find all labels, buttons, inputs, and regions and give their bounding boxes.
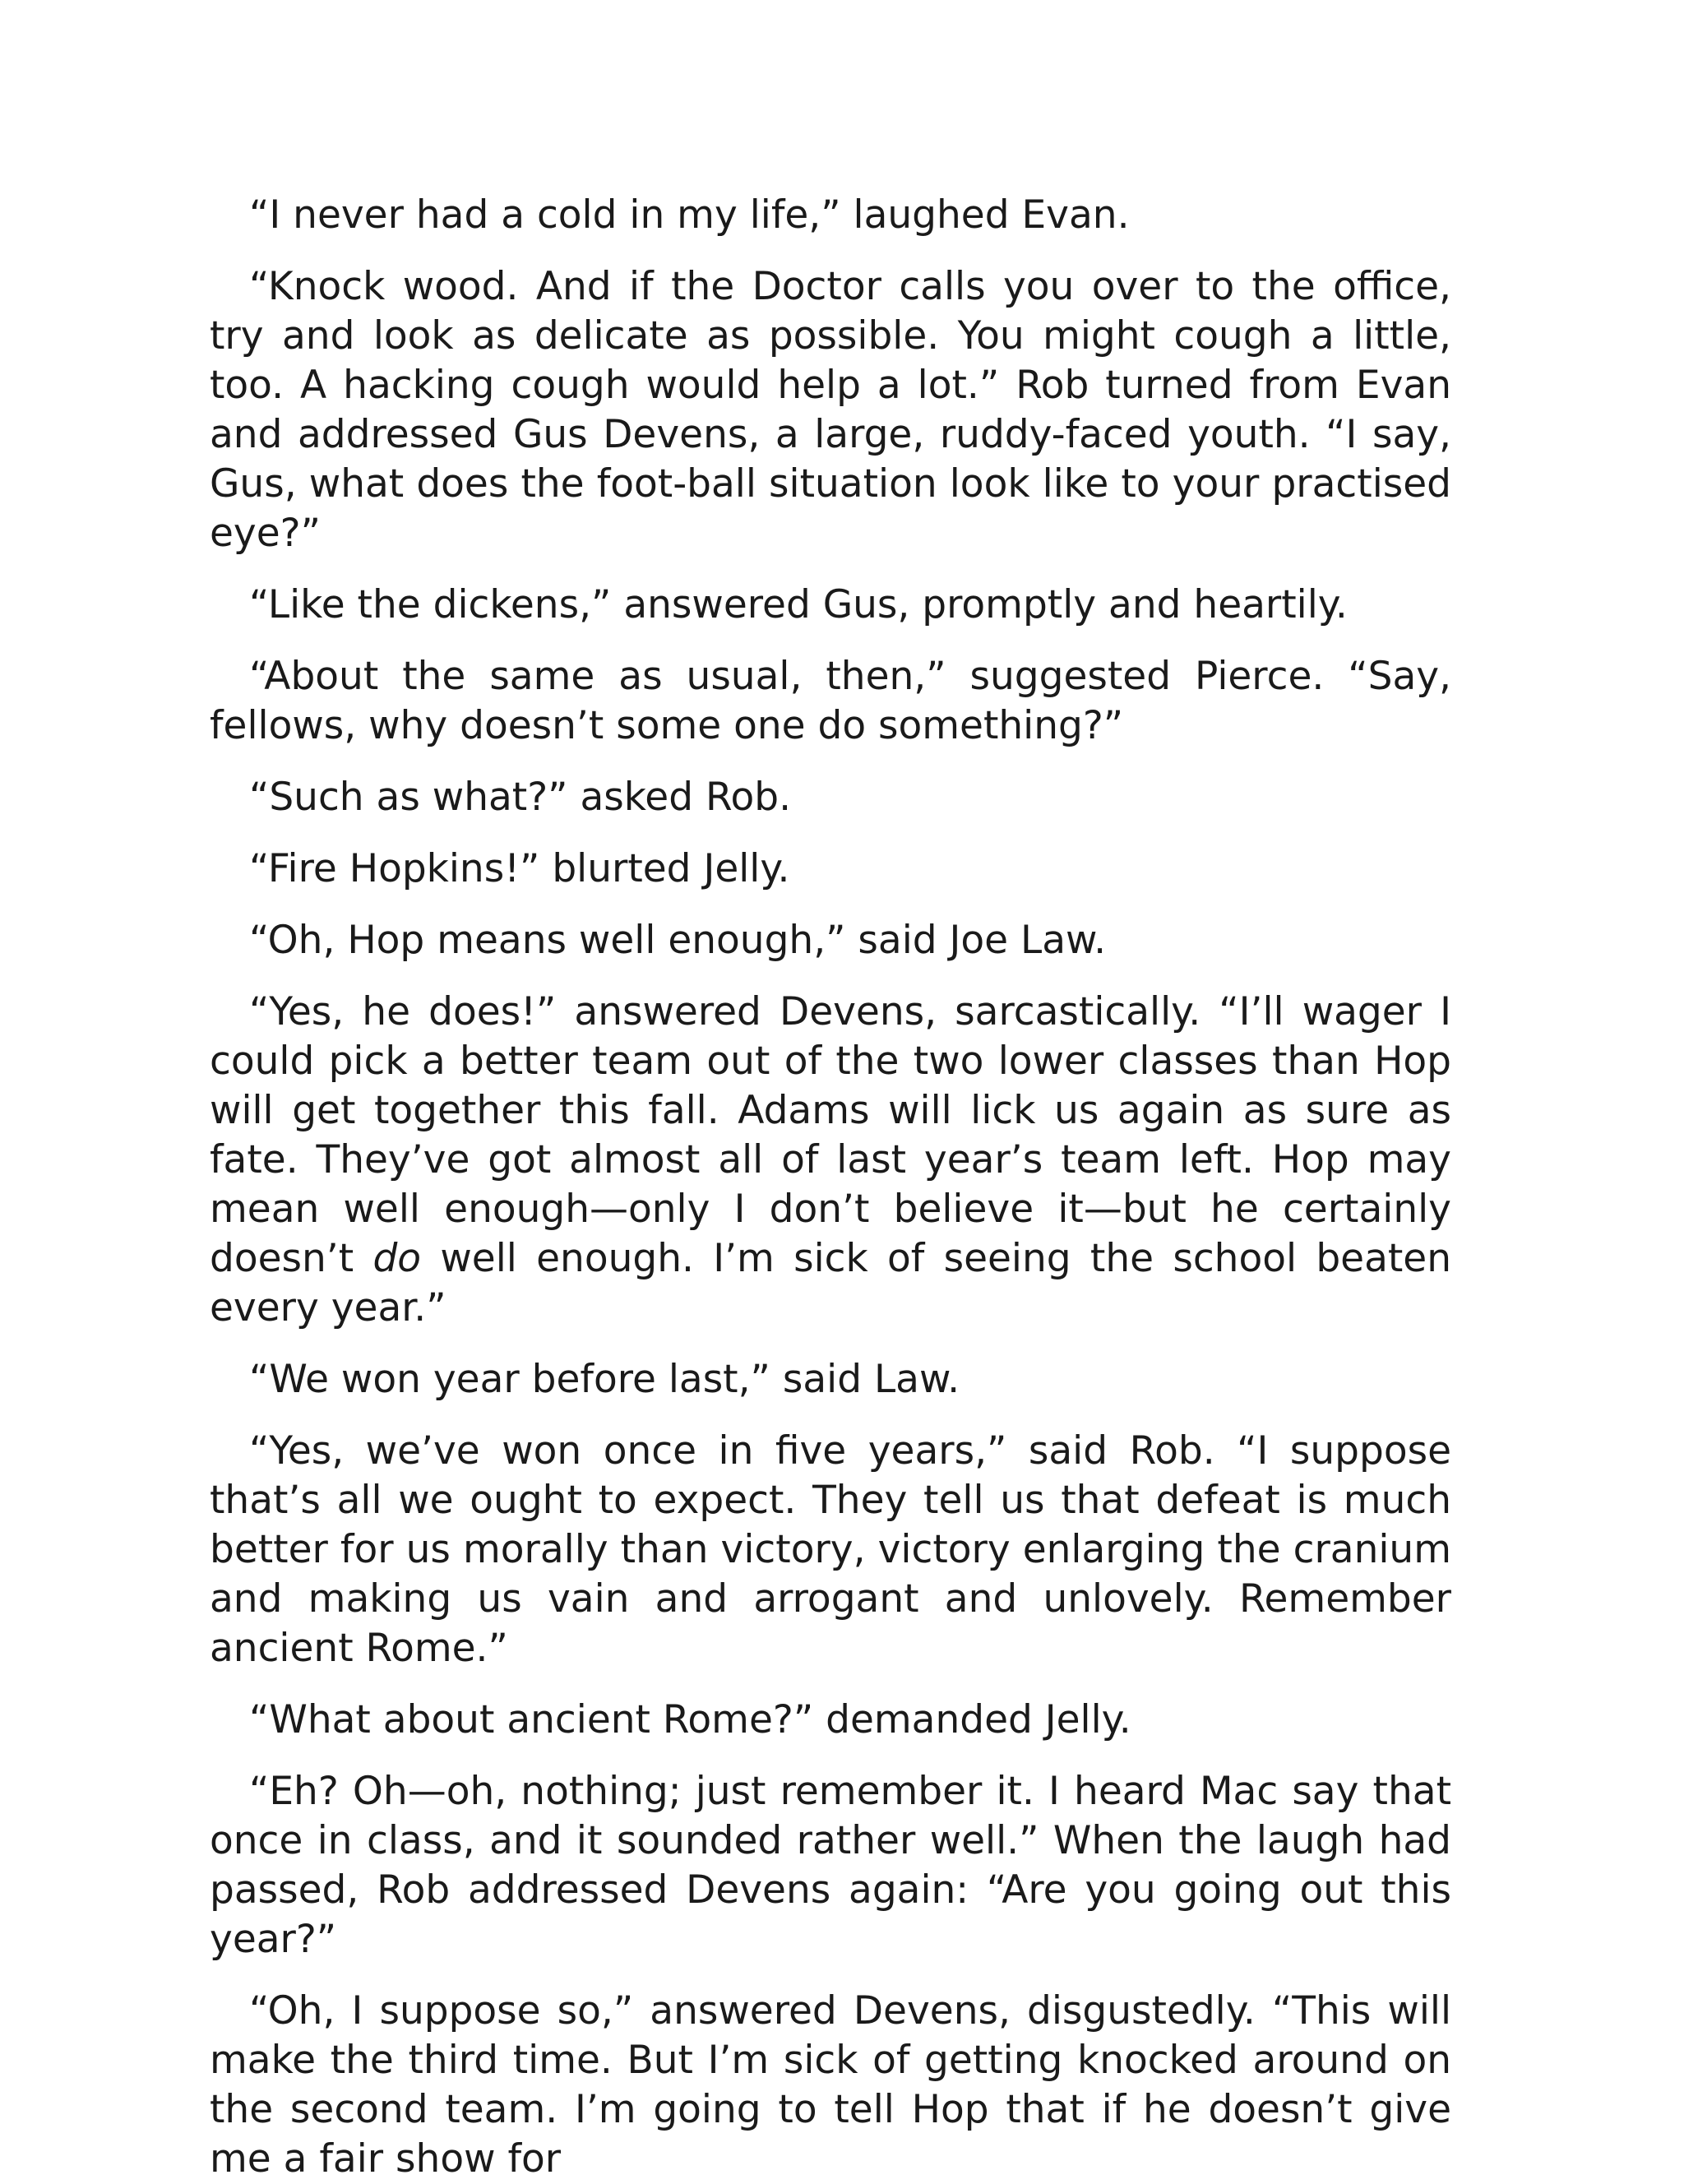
paragraph-4: “About the same as usual, then,” suggested Pierce. “Say, fellows, why doesn’t some one do something?” (210, 654, 1451, 748)
paragraph-7: “Oh, Hop means well enough,” said Joe Law. (249, 918, 1107, 963)
paragraph-8-emphasis: do (372, 1236, 422, 1281)
paragraph-1: “I never had a cold in my life,” laughed Evan. (249, 192, 1130, 238)
paragraph-2: “Knock wood. And if the Doctor calls you over to the office, try and look as delicate as possible. You might cough a little, too. A hacking cough would help a lot.” Rob turned from Evan and addressed Gus Devens, a large, ruddy-faced youth. “I say, Gus, what does the foot-ball situation look like to your practised eye?” (210, 264, 1451, 556)
page-body-text (210, 191, 1451, 2184)
paragraph-8 (210, 988, 1451, 1333)
paragraph-11: “What about ancient Rome?” demanded Jelly. (249, 1697, 1131, 1742)
paragraph-9: “We won year before last,” said Law. (249, 1357, 960, 1402)
paragraph-8-before: “Yes, he does!” answered Devens, sarcastically. “I’ll wager I could pick a better team out of the two lower classes than Hop will get together this fall. Adams will lick us again as sure as fate. They’ve got almost all of last year’s team left. Hop may mean well enough—only I don’t believe it—but he certainly doesn’t (210, 989, 1451, 1281)
paragraph-12: “Eh? Oh—oh, nothing; just remember it. I heard Mac say that once in class, and it sounded rather well.” When the laugh had passed, Rob addressed Devens again: “Are you going out this year?” (210, 1769, 1451, 1962)
paragraph-6: “Fire Hopkins!” blurted Jelly. (249, 846, 790, 891)
paragraph-5: “Such as what?” asked Rob. (249, 775, 792, 820)
paragraph-13: “Oh, I suppose so,” answered Devens, disgustedly. “This will make the third time. But I’m sick of getting knocked around on the second team. I’m going to tell Hop that if he doesn’t give me a fair show for (210, 1988, 1451, 2182)
paragraph-8-after: well enough. I’m sick of seeing the school beaten every year.” (210, 1236, 1451, 1330)
paragraph-10: “Yes, we’ve won once in five years,” said Rob. “I suppose that’s all we ought to expect. They tell us that defeat is much better for us morally than victory, victory enlarging the cranium and making us vain and arrogant and unlovely. Remember ancient Rome.” (210, 1428, 1451, 1671)
paragraph-3: “Like the dickens,” answered Gus, promptly and heartily. (249, 582, 1348, 627)
